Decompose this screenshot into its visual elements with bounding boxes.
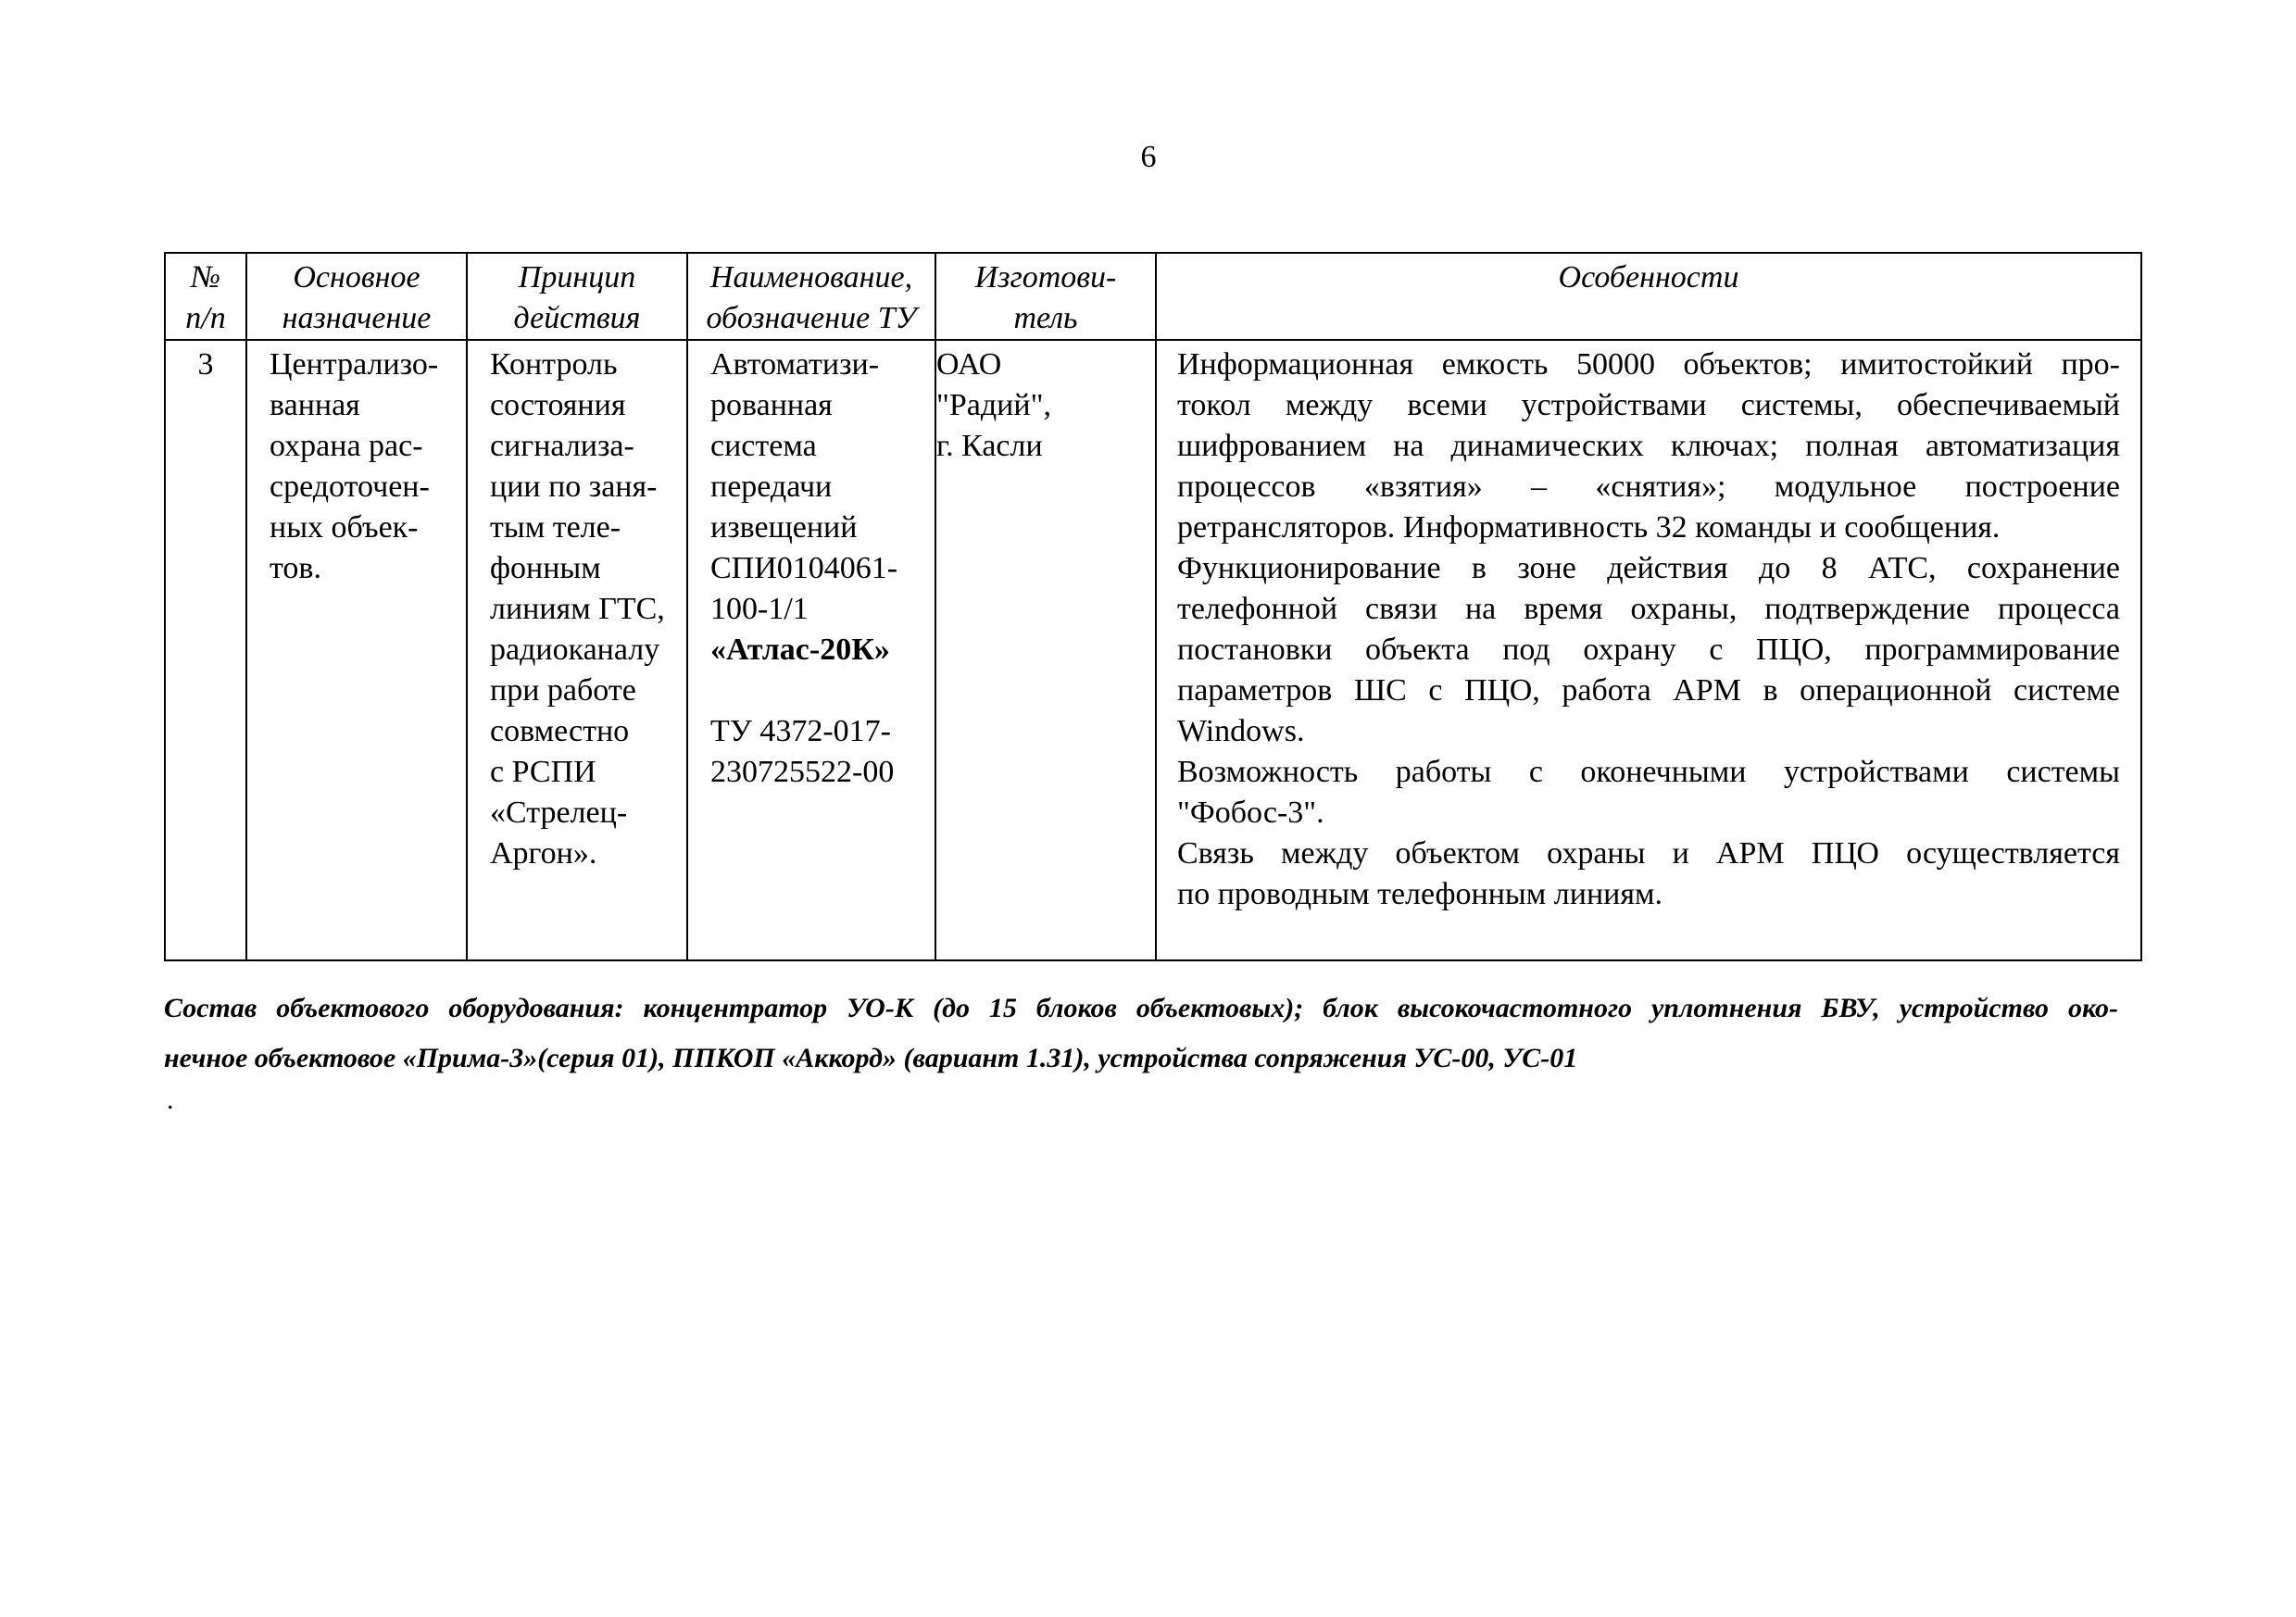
cell-name: Автоматизи- рованная система передачи извещений СПИ0104061- 100-1/1 «Атлас-20К» ТУ 4372-017- 230725522-00 [687,340,935,960]
note-line-1: Состав объектового оборудования: концентратор УО-К (до 15 блоков объектовых); блок высокочастотного уплотнения БВУ, устройство око- [164,993,2118,1023]
trailing-dot: . [167,1084,174,1115]
features-line: шифрованием на динамических ключах; полная автоматизация [1177,429,2120,463]
features-line: параметров ШС с ПЦО, работа АРМ в операционной системе [1177,673,2120,708]
equipment-table [164,252,2142,961]
features-line: процессов «взятия» – «снятия»; модульное построение [1177,470,2120,504]
features-paragraph [1177,548,2120,752]
table-row [165,340,2141,960]
features-line: ретрансляторов. Информативность 32 команды и сообщения. [1177,510,2001,545]
product-name: «Атлас-20К» [710,633,890,667]
features-paragraph [1177,752,2120,834]
features-line: "Фобос-3". [1177,796,1324,830]
cell-num: 3 [165,340,246,960]
cell-features [1156,340,2141,960]
features-line: по проводным телефонным линиям. [1177,877,1662,911]
features-line: Функционирование в зоне действия до 8 АТС, сохранение [1177,551,2120,585]
header-purpose: Основное назначение [246,253,467,340]
features-line: телефонной связи на время охраны, подтверждение процесса [1177,592,2120,626]
features-text [1157,345,2140,915]
table-header-row [165,253,2141,340]
tu-code: ТУ 4372-017- [710,714,891,748]
features-line: Возможность работы с оконечными устройствами системы [1177,755,2120,789]
note-line-2: нечное объектовое «Прима-3»(серия 01), ППКОП «Аккорд» (вариант 1.31), устройства сопряжения УС-00, УС-01 [164,1043,1578,1073]
features-paragraph [1177,834,2120,915]
header-principle: Принцип действия [467,253,687,340]
features-line: Информационная емкость 50000 объектов; имитостойкий про- [1177,347,2120,382]
header-features: Особенности [1156,253,2141,340]
features-line: токол между всеми устройствами системы, обеспечиваемый [1177,388,2120,422]
cell-manufacturer: ОАО "Радий", г. Касли [935,340,1156,960]
features-paragraph [1177,345,2120,548]
cell-principle: Контроль состояния сигнализа- ции по заня- тым теле- фонным линиям ГТС, радиоканалу при работе совместно с РСПИ «Стрелец- Аргон». [467,340,687,960]
equipment-note [164,984,2118,1084]
cell-purpose: Централизо- ванная охрана рас- средоточен- ных объек- тов. [246,340,467,960]
page-number: 6 [1140,140,1157,174]
header-manufacturer: Изготови- тель [935,253,1156,340]
header-num: № п/п [165,253,246,340]
features-line: Windows. [1177,714,1305,748]
features-line: постановки объекта под охрану с ПЦО, программирование [1177,633,2120,667]
header-name: Наименование, обозначение ТУ [687,253,935,340]
features-line: Связь между объектом охраны и АРМ ПЦО осуществляется [1177,836,2120,871]
